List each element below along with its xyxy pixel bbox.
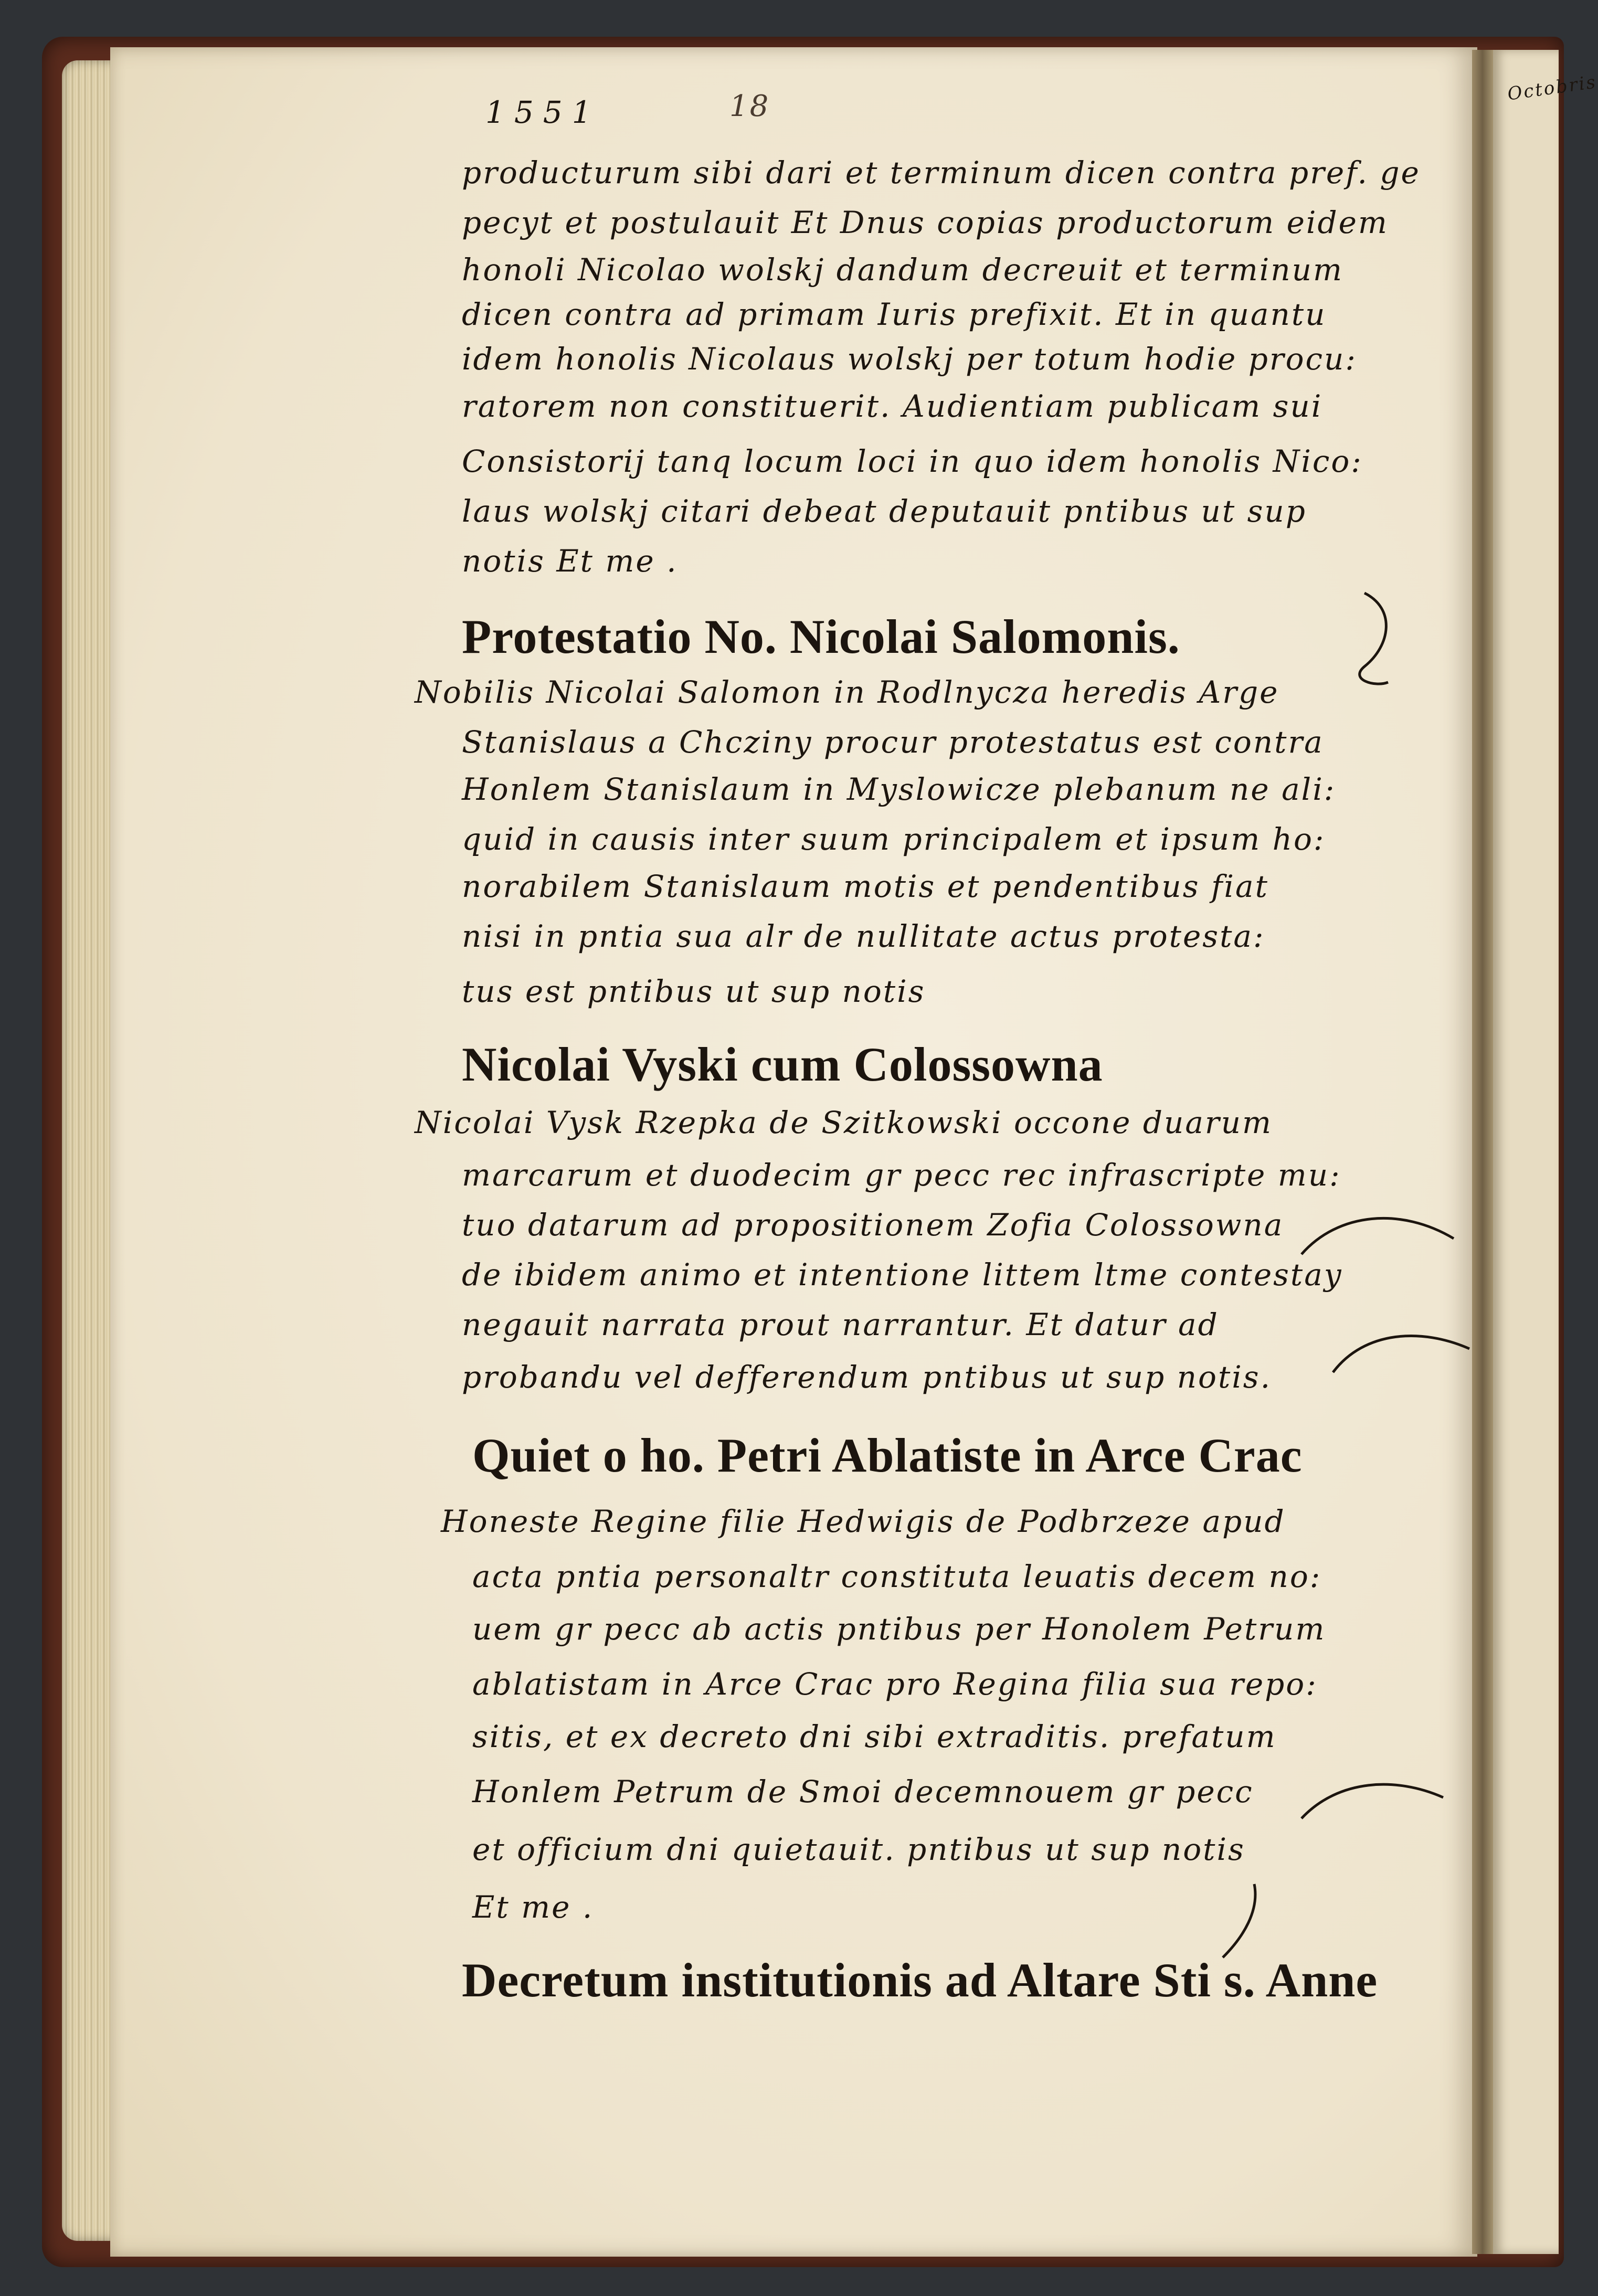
- entry-heading: Nicolai Vyski cum Colossowna: [462, 1038, 1103, 1091]
- text-line: quid in causis inter suum principalem et ipsum ho:: [462, 821, 1326, 857]
- text-line: Nicolai Vysk Rzepka de Szitkowski occone duarum: [415, 1105, 1273, 1140]
- text-line: pecyt et postulauit Et Dnus copias productorum eidem: [462, 205, 1389, 240]
- entry-heading: Quiet o ho. Petri Ablatiste in Arce Crac: [472, 1429, 1303, 1482]
- text-line: honoli Nicolao wolskj dandum decreuit et terminum: [462, 252, 1344, 288]
- text-line: ablatistam in Arce Crac pro Regina filia sua repo:: [472, 1666, 1318, 1702]
- text-line: negauit narrata prout narrantur. Et datur ad: [462, 1307, 1219, 1342]
- text-line: Nobilis Nicolai Salomon in Rodlnycza heredis Arge: [415, 674, 1279, 710]
- text-line: norabilem Stanislaum motis et pendentibus fiat: [462, 869, 1269, 904]
- manuscript-page: [110, 47, 1477, 2257]
- text-line: dicen contra ad primam Iuris prefixit. Et in quantu: [462, 297, 1327, 332]
- folio-year: 1551: [485, 94, 601, 130]
- text-line: Honlem Stanislaum in Myslowicze plebanum ne ali:: [462, 771, 1336, 807]
- entry-heading: Decretum institutionis ad Altare Sti s. Anne: [462, 1953, 1378, 2007]
- text-line: Honlem Petrum de Smoi decemnouem gr pecc: [472, 1774, 1254, 1810]
- text-line: de ibidem animo et intentione littem ltme contestay: [462, 1257, 1343, 1293]
- folio-number: 18: [729, 89, 770, 123]
- text-line: producturum sibi dari et terminum dicen contra pref. ge: [462, 155, 1421, 191]
- text-line: nisi in pntia sua alr de nullitate actus protesta:: [462, 918, 1265, 954]
- text-line: Stanislaus a Chcziny procur protestatus est contra: [462, 724, 1324, 760]
- text-line: acta pntia personaltr constituta leuatis decem no:: [472, 1559, 1322, 1594]
- text-line: sitis, et ex decreto dni sibi extraditis. prefatum: [472, 1719, 1277, 1754]
- text-line: Et me .: [472, 1889, 594, 1925]
- text-line: notis Et me .: [462, 543, 678, 579]
- text-line: Honeste Regine filie Hedwigis de Podbrzeze apud: [441, 1504, 1286, 1539]
- text-line: probandu vel defferendum pntibus ut sup notis.: [462, 1359, 1272, 1395]
- text-line: Consistorij tanq locum loci in quo idem honolis Nico:: [462, 443, 1363, 479]
- text-line: tus est pntibus ut sup notis: [462, 974, 926, 1009]
- text-line: laus wolskj citari debeat deputauit pntibus ut sup: [462, 493, 1307, 529]
- text-line: tuo datarum ad propositionem Zofia Colossowna: [462, 1207, 1284, 1243]
- text-line: et officium dni quietauit. pntibus ut sup notis: [472, 1832, 1245, 1867]
- book-gutter: [1472, 50, 1493, 2254]
- text-line: marcarum et duodecim gr pecc rec infrascripte mu:: [462, 1157, 1341, 1193]
- facing-page: [1493, 50, 1559, 2254]
- text-line: idem honolis Nicolaus wolskj per totum hodie procu:: [462, 341, 1357, 377]
- entry-heading: Protestatio No. Nicolai Salomonis.: [462, 610, 1180, 663]
- text-line: ratorem non constituerit. Audientiam publicam sui: [462, 388, 1323, 424]
- text-line: uem gr pecc ab actis pntibus per Honolem Petrum: [472, 1611, 1326, 1647]
- facing-margin-note: Octobris: [1506, 71, 1598, 105]
